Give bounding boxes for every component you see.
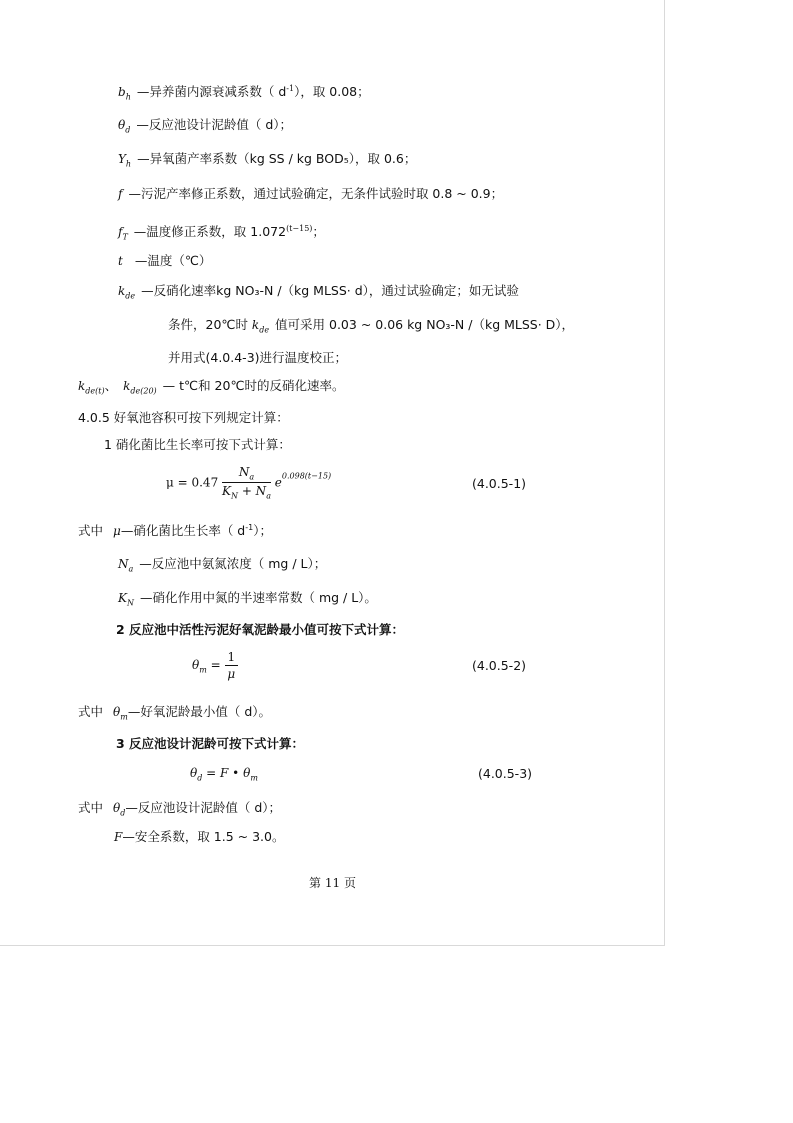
item-1: 1 硝化菌比生长率可按下式计算： (104, 437, 291, 452)
definition-kde-t: $k_{de(t)}$、 $k_{de(20)}$ — t℃和 20℃时的反硝化速率。 (78, 378, 345, 396)
where-f: F—安全系数，取 1.5 ~ 3.0。 (114, 829, 285, 844)
equation-2-fraction: $\frac{1}{\mu}$ (225, 650, 239, 681)
equation-2: $\theta_m$ = $\frac{1}{\mu}$ (192, 650, 238, 681)
definition-f: f —污泥产率修正系数，通过试验确定，无条件试验时取 0.8 ~ 0.9； (118, 186, 504, 201)
item-2: 2 反应池中活性污泥好氧泥龄最小值可按下式计算： (116, 622, 405, 637)
equation-3-number: (4.0.5-3) (478, 766, 533, 781)
definition-kde-correction: 并用式(4.0.4-3)进行温度校正； (168, 350, 348, 365)
equation-3: $\theta_d = F$ • $\theta_m$ (190, 766, 258, 783)
item-3: 3 反应池设计泥龄可按下式计算： (116, 736, 305, 751)
where-theta-d: 式中 $\theta_d—$反应池设计泥龄值（ d）； (78, 800, 282, 818)
equation-1: μ = 0.47 $\frac{N_a}{K_N + N_a}$ $e^{0.098(t-15)}$ (166, 465, 332, 501)
equation-1-number: (4.0.5-1) (472, 476, 527, 491)
definition-kde: $k_{de}$ —反硝化速率kg NO₃-N /（kg MLSS· d），通过试验确定；如无试验 (118, 283, 519, 301)
where-theta-m: 式中 $\theta_m—$好氧泥龄最小值（ d）。 (78, 704, 272, 722)
where-mu: 式中 μ—硝化菌比生长率（ $d^{-1}$）； (78, 523, 272, 539)
definition-yh: $Y_h$ —异氧菌产率系数（kg SS / kg BOD₅），取 0.6； (118, 151, 417, 169)
definition-t: t —温度（℃） (118, 253, 212, 268)
where-kn: $K_N$ —硝化作用中氮的半速率常数（ mg / L）。 (118, 590, 377, 608)
definition-kde-continued: 条件，20℃时 $k_{de}$ 值可采用 0.03 ~ 0.06 kg NO₃-N /（kg MLSS· D）， (168, 317, 575, 335)
section-title: 4.0.5 好氧池容积可按下列规定计算： (78, 410, 289, 425)
page-number: 第 11 页 (309, 876, 356, 890)
where-na: $N_a$ —反应池中氨氮浓度（ mg / L）； (118, 556, 327, 574)
equation-2-number: (4.0.5-2) (472, 658, 527, 673)
equation-1-fraction: $\frac{N_a}{K_N + N_a}$ (222, 465, 271, 501)
definition-bh: $b_h$ —异养菌内源衰减系数（ $d^{-1}$），取 0.08； (118, 84, 370, 102)
definition-theta-d: $\theta_d$ —反应池设计泥龄值（ d）； (118, 117, 293, 135)
definition-ft: $f_T$ —温度修正系数，取 $1.072^{(t-15)}$； (118, 224, 325, 242)
